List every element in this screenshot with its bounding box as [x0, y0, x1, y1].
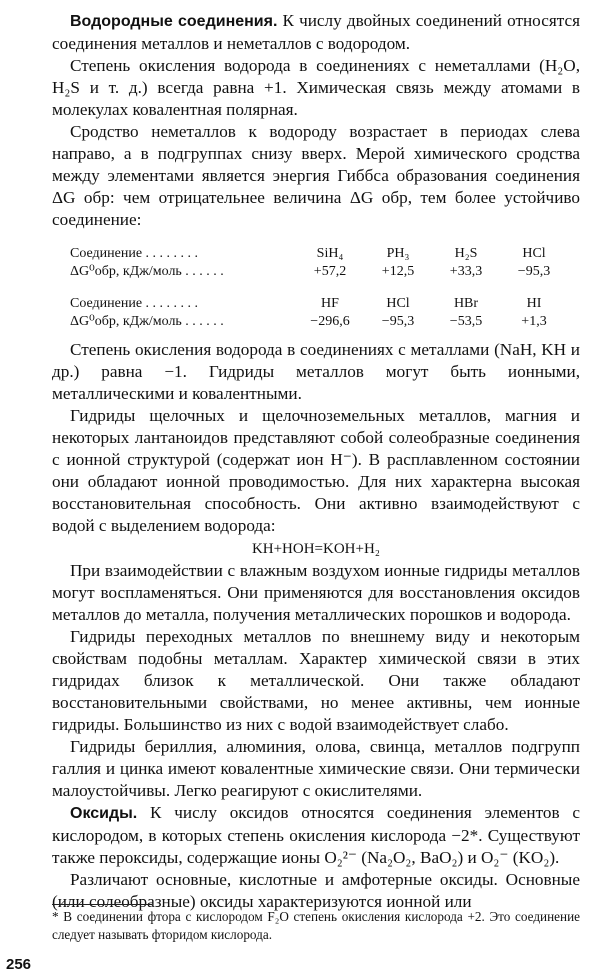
paragraph-affinity: Сродство неметаллов к водороду возрастает в периодах слева направо, а в подгруппах снизу вверх. Мерой химического сродства между элементами является энергия Гиббса образования соединения ΔG обр: чем отрицательнее величина ΔG обр, тем более устойчиво соединение:	[52, 122, 580, 229]
table-cell: SiH₄	[316, 246, 344, 261]
table-cell: HBr	[453, 296, 479, 311]
table-label: ΔG⁰обр, кДж/моль . . . . . .	[70, 314, 224, 329]
table-cell: +57,2	[313, 264, 347, 279]
section-heading-hydrogen: Водородные соединения.	[70, 13, 278, 30]
table-cell: −95,3	[517, 264, 551, 279]
section-heading-oxides: Оксиды.	[70, 805, 138, 822]
table-cell: +33,3	[449, 264, 483, 279]
table-cell: +1,3	[521, 314, 547, 329]
table-label: Соединение . . . . . . . .	[70, 246, 199, 261]
paragraph-ignition: При взаимодействии с влажным воздухом ионные гидриды металлов могут воспламеняться. Они применяются для восстановления оксидов металлов до металла, получения металлических порошков и водорода.	[52, 561, 580, 624]
page-number: 256	[6, 956, 32, 973]
paragraph-text: К числу двойных соединений относятся соединения металлов и неметаллов с водородом.	[52, 11, 580, 53]
table-cell: +12,5	[381, 264, 415, 279]
gibbs-tables	[52, 245, 580, 331]
table-cell: HCl	[386, 296, 410, 311]
paragraph-ionic-hydrides: Гидриды щелочных и щелочноземельных металлов, магния и некоторых лантаноидов представляют собой солеобразные соединения с ионной структурой (содержат ион H⁻). В расплавленном состоянии они обладают ионной проводимостью. Для них характерна высокая восстановительная способность. Они активно взаимодействуют с водой с выделением водорода:	[52, 406, 580, 535]
table-label: ΔG⁰обр, кДж/моль . . . . . .	[70, 264, 224, 279]
page-body	[52, 10, 580, 913]
paragraph-transition-hydrides: Гидриды переходных металлов по внешнему виду и некоторым свойствам подобны металлам. Характер химической связи в этих гидридах близок к металлической. Они также обладают восстановительными свойствами, но менее активны, чем ионные гидриды. Большинство из них с водой взаимодействует слабо.	[52, 627, 580, 734]
table-cell: HCl	[522, 246, 546, 261]
table-label: Соединение . . . . . . . .	[70, 296, 199, 311]
paragraph-oxidation-nonmetals: Степень окисления водорода в соединениях с неметаллами (H₂O, H₂S и т. д.) всегда равна +1. Химическая связь между атомами в молекулах ковалентная полярная.	[52, 56, 580, 119]
table-cell: −95,3	[381, 314, 415, 329]
paragraph-metal-hydrides: Степень окисления водорода в соединениях с металлами (NaH, KH и др.) равна −1. Гидриды металлов могут быть ионными, металлическими и ковалентными.	[52, 340, 580, 403]
table-cell: H₂S	[454, 246, 478, 261]
paragraph-covalent-hydrides: Гидриды бериллия, алюминия, олова, свинца, металлов подгрупп галлия и цинка имеют ковалентные химические связи. Они термически малоустойчивы. Легко реагируют с окислителями.	[52, 737, 580, 800]
footnote-divider	[52, 904, 152, 905]
paragraph-oxide-types: Различают основные, кислотные и амфотерные оксиды. Основные (или солеобразные) оксиды характеризуются ионной или	[52, 870, 580, 911]
equation: KH+HOH=KOH+H₂	[251, 541, 381, 557]
paragraph-hydrogen-compounds	[52, 10, 580, 55]
paragraph-oxides	[52, 802, 580, 869]
table-cell: −296,6	[310, 314, 350, 329]
table-cell: HF	[321, 296, 339, 311]
table-cell: HI	[526, 296, 542, 311]
gibbs-table-1	[70, 245, 568, 331]
table-cell: −53,5	[449, 314, 483, 329]
paragraph-text: К числу оксидов относятся соединения элементов с кислородом, в которых степень окисления кислорода −2*. Существуют также пероксиды, содержащие ионы O₂²⁻ (Na₂O₂, BaO₂) и O₂⁻ (KO₂).	[52, 803, 580, 867]
table-cell: PH₃	[386, 246, 410, 261]
footnote: * В соединении фтора с кислородом F₂O степень окисления кислорода +2. Это соединение следует называть фторидом кислорода.	[52, 909, 580, 942]
